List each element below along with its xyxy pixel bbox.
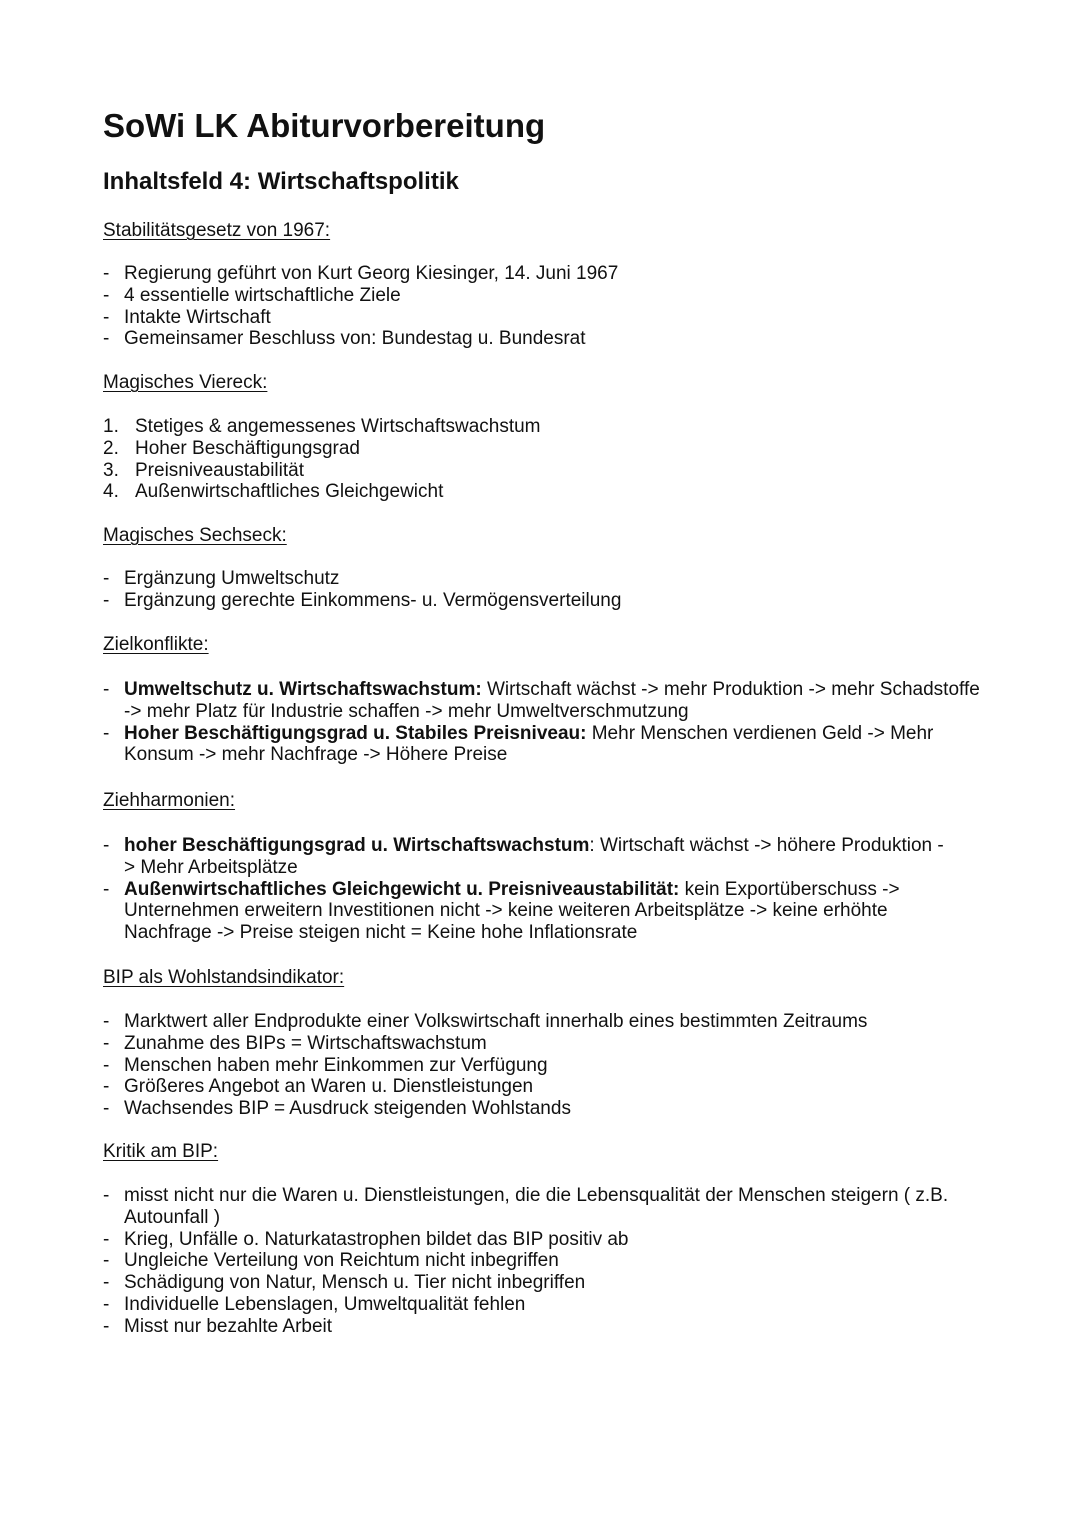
dash-bullet-icon: - <box>103 1272 110 1294</box>
dash-bullet-icon: - <box>103 1228 110 1250</box>
dash-bullet-icon: - <box>103 589 110 611</box>
list-stabilitaetsgesetz <box>103 263 618 350</box>
dash-bullet-icon: - <box>103 1185 110 1206</box>
dash-bullet-icon: - <box>103 1032 110 1054</box>
dash-bullet-icon: - <box>103 568 110 589</box>
list-item: - Größeres Angebot an Waren u. Dienstleistungen <box>103 1076 534 1098</box>
dash-bullet-icon: - <box>103 1315 110 1337</box>
list-sechseck <box>103 568 621 612</box>
list-ziehharmonien <box>103 835 953 944</box>
dash-bullet-icon: - <box>103 1250 110 1272</box>
dash-bullet-icon: - <box>103 306 110 328</box>
list-item: - Ergänzung gerechte Einkommens- u. Vermögensverteilung <box>103 589 622 611</box>
conflict-title: Umweltschutz u. Wirtschaftswachstum: <box>124 679 482 700</box>
list-item: - Intakte Wirtschaft <box>103 306 271 328</box>
list-number: 3. <box>103 459 119 481</box>
list-item: - Zunahme des BIPs = Wirtschaftswachstum <box>103 1032 487 1054</box>
list-item: - Menschen haben mehr Einkommen zur Verfügung <box>103 1054 548 1076</box>
section-heading-sechseck: Magisches Sechseck: <box>103 525 287 546</box>
section-heading-stabilitaetsgesetz: Stabilitätsgesetz von 1967: <box>103 220 331 241</box>
section-heading-kritik: Kritik am BIP: <box>103 1141 219 1162</box>
list-viereck <box>103 416 541 503</box>
list-item: - Umweltschutz u. Wirtschaftswachstum: Wirtschaft wächst -> mehr Produktion -> mehr Schadstoffe -> mehr Platz für Industrie schaffen -> mehr Umweltverschmutzung <box>103 679 980 722</box>
list-number: 4. <box>103 481 119 503</box>
list-item: - Wachsendes BIP = Ausdruck steigenden Wohlstands <box>103 1098 571 1120</box>
list-item: 4. Außenwirtschaftliches Gleichgewicht <box>103 481 444 503</box>
list-item: - Krieg, Unfälle o. Naturkatastrophen bildet das BIP positiv ab <box>103 1228 629 1250</box>
document-subtitle: Inhaltsfeld 4: Wirtschaftspolitik <box>103 168 459 195</box>
harmony-title: hoher Beschäftigungsgrad u. Wirtschaftswachstum <box>124 835 590 856</box>
list-item: - 4 essentielle wirtschaftliche Ziele <box>103 284 401 306</box>
dash-bullet-icon: - <box>103 679 110 700</box>
dash-bullet-icon: - <box>103 722 110 744</box>
list-bip <box>103 1011 867 1120</box>
list-item: - Außenwirtschaftliches Gleichgewicht u. Preisniveaustabilität: kein Exportüberschuss -> Unternehmen erweitern Investitionen nicht -> keine weiteren Arbeitsplätze -> keine erhöhte Nachfrage -> Preise steigen nicht = Keine hohe Inflationsrate <box>103 878 900 944</box>
list-item: - Ergänzung Umweltschutz <box>103 568 340 589</box>
list-item: - Schädigung von Natur, Mensch u. Tier nicht inbegriffen <box>103 1272 586 1294</box>
list-item: 1. Stetiges & angemessenes Wirtschaftswachstum <box>103 416 541 437</box>
dash-bullet-icon: - <box>103 1293 110 1315</box>
list-item: - Regierung geführt von Kurt Georg Kiesinger, 14. Juni 1967 <box>103 263 619 284</box>
dash-bullet-icon: - <box>103 328 110 350</box>
dash-bullet-icon: - <box>103 1076 110 1098</box>
dash-bullet-icon: - <box>103 1011 110 1032</box>
section-heading-viereck: Magisches Viereck: <box>103 372 268 393</box>
list-number: 2. <box>103 437 119 459</box>
list-kritik <box>103 1185 953 1338</box>
list-zielkonflikte <box>103 679 983 766</box>
list-item: - Individuelle Lebenslagen, Umweltqualität fehlen <box>103 1293 526 1315</box>
dash-bullet-icon: - <box>103 263 110 284</box>
list-item: - Hoher Beschäftigungsgrad u. Stabiles Preisniveau: Mehr Menschen verdienen Geld -> Mehr Konsum -> mehr Nachfrage -> Höhere Preise <box>103 722 934 766</box>
list-item: 2. Hoher Beschäftigungsgrad <box>103 437 360 459</box>
harmony-title: Außenwirtschaftliches Gleichgewicht u. Preisniveaustabilität: <box>124 878 680 900</box>
list-item: - hoher Beschäftigungsgrad u. Wirtschaftswachstum: Wirtschaft wächst -> höhere Produktion -> Mehr Arbeitsplätze <box>103 835 944 878</box>
conflict-title: Hoher Beschäftigungsgrad u. Stabiles Preisniveau: <box>124 722 587 744</box>
list-item: - misst nicht nur die Waren u. Dienstleistungen, die die Lebensqualität der Menschen steigern ( z.B. Autounfall ) <box>103 1185 949 1228</box>
list-number: 1. <box>103 416 119 437</box>
document-title: SoWi LK Abiturvorbereitung <box>103 107 546 144</box>
list-item: - Gemeinsamer Beschluss von: Bundestag u. Bundesrat <box>103 328 586 350</box>
section-heading-bip: BIP als Wohlstandsindikator: <box>103 967 345 988</box>
section-heading-zielkonflikte: Zielkonflikte: <box>103 634 209 655</box>
list-item: - Marktwert aller Endprodukte einer Volkswirtschaft innerhalb eines bestimmten Zeitraums <box>103 1011 868 1032</box>
list-item: - Ungleiche Verteilung von Reichtum nicht inbegriffen <box>103 1250 559 1272</box>
dash-bullet-icon: - <box>103 878 110 900</box>
list-item: 3. Preisniveaustabilität <box>103 459 304 481</box>
dash-bullet-icon: - <box>103 1098 110 1120</box>
dash-bullet-icon: - <box>103 835 110 856</box>
dash-bullet-icon: - <box>103 284 110 306</box>
section-heading-ziehharmonien: Ziehharmonien: <box>103 790 236 811</box>
dash-bullet-icon: - <box>103 1054 110 1076</box>
list-item: - Misst nur bezahlte Arbeit <box>103 1315 333 1337</box>
